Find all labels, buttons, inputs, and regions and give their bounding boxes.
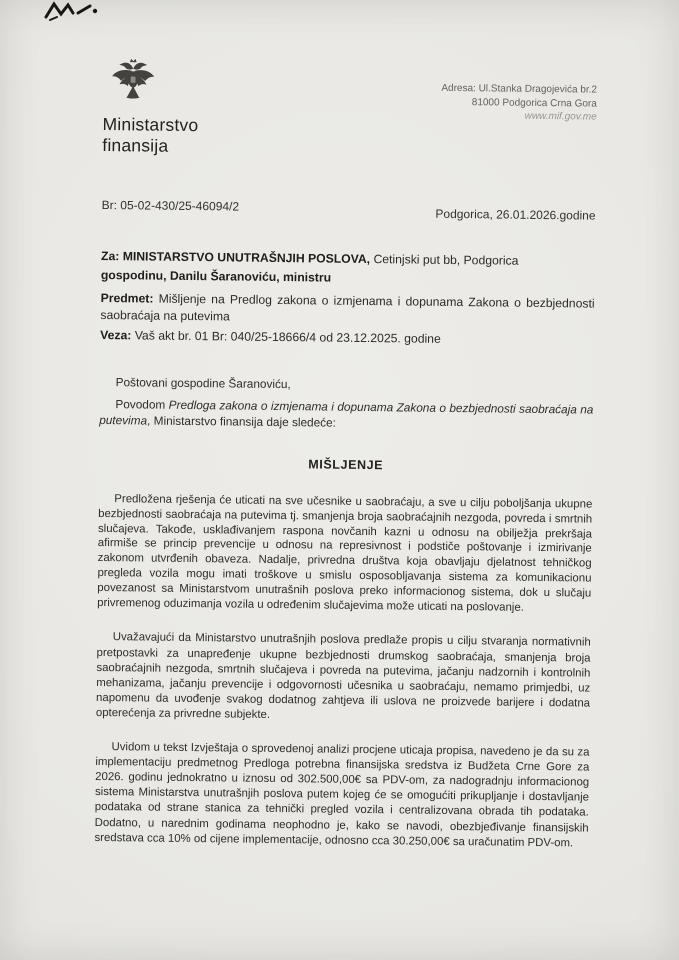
- related-act-label: Veza:: [100, 327, 132, 343]
- ministry-name-line2: finansija: [102, 134, 169, 156]
- reference-row: [102, 198, 596, 223]
- coat-of-arms-eagle-icon: [109, 56, 158, 109]
- related-act-line: [100, 326, 594, 351]
- subject-line: [100, 290, 594, 329]
- letter-content: [94, 0, 598, 852]
- intro-start: Povodom: [115, 397, 169, 412]
- address-line1: Adresa: Ul.Stanka Dragojevića br.2: [441, 82, 598, 96]
- opinion-paragraph-2: Uvažavajući da Ministarstvo unutrašnjih poslova predlaže propis u cilju stvaranja normativnih pretpostavki za unapređenje ukupne bezbjednosti drumskog saobraćaja, smanjenja broja saobraćajnih nezgoda, smrtnih slučajeva i povreda na putevima, jačanju nadzornih i kontrolnih mehanizama, jačanju prevencije i odgovornosti učesnika u saobraćaju, nemamo primjedbi, uz napomenu da uvođenje svakog dodatnog zahtjeva ili uslova ne proizvede barijere i dodatna opterećenja za privredne subjekte.: [95, 631, 591, 722]
- ministry-address-block: [441, 60, 597, 124]
- document-reference-number: Br: 05-02-430/25-46094/2: [101, 197, 240, 214]
- subject-text: Mišljenje na Predlog zakona o izmjenama i dopunama Zakona o bezbjednosti saobraćaja na putevima: [100, 291, 595, 323]
- letterhead: [102, 0, 598, 162]
- recipient-block: [100, 247, 595, 351]
- intro-law-title: Predloga zakona o izmjenama i dopunama Zakona o bezbjednosti saobraćaja na putevima: [99, 397, 594, 428]
- related-act-text: Vaš akt br. 01 Br: 040/25-18666/4 od 23.12.2025. godine: [131, 328, 441, 346]
- opinion-paragraph-1: Predložena rješenja će uticati na sve učesnike u saobraćaju, a sve u cilju poboljšanja ukupne bezbjednosti saobraćaja na putevima tj. smanjenja broja saobraćajnih nezgoda, povreda i smrtnih slučajeva. Takođe, usklađivanjem raspona novčanih kazni u odnosu na obilježja prekršaja afirmiše se princip prevencije u odnosu na represivnost i podstiče poštovanje i izmirivanje zakonom utvrđenih obaveza. Nadalje, privredna društva koja obavljaju djelatnost tehničkog pregleda vozila mogu imati troškove u smislu osposobljavanja sistema za komunikacionu povezanost sa Ministarstvom unutrašnih poslova preko informacionog sistema, dok u slučaju privremenog oduzimanja vozila u određenim slučajevima može uticati na poslovanje.: [97, 493, 593, 614]
- subject-label: Predmet:: [100, 290, 154, 306]
- recipient-person: gospodinu, Danilu Šaranoviću, ministru: [100, 267, 332, 285]
- opinion-paragraph-3: Uvidom u tekst Izvještaja o sprovedenoj analizi procjene uticaja propisa, navedeno je da su za implementaciju predmetnog Predloga potrebna finansijska sredstva iz Budžeta Crne Gore za 2026. godinu jednokratno u iznosu od 302.500,00€ sa PDV-om, za nadogradnju informacionog sistema Ministarstva unutrašnjih poslova putem kojeg će se omogućiti prikupljanje i dostavljanje podataka od strane stanica za tehnički pregled vozila i centralizovana obrada tih podataka. Dodatno, u narednim godinama neophodno je, kako se navodi, obezbjeđivanje finansijskih sredstava cca 10% od cijene implementacije, odnosno cca 30.250,00€ sa uračunatim PDV-om.: [94, 740, 590, 850]
- recipient-org-address: Cetinjski put bb, Podgorica: [370, 252, 519, 268]
- place-and-date: Podgorica, 26.01.2026.godine: [435, 206, 596, 223]
- recipient-org: Za: MINISTARSTVO UNUTRAŠNJIH POSLOVA,: [101, 248, 371, 267]
- ministry-website: www.mif.gov.me: [524, 110, 597, 123]
- ministry-name: [102, 114, 198, 157]
- intro-end: , Ministarstvo finansija daje sledeće:: [147, 413, 337, 430]
- ministry-name-line1: Ministarstvo: [102, 113, 199, 136]
- intro-paragraph: [99, 396, 593, 434]
- address-line2: 81000 Podgorica Crna Gora: [471, 96, 597, 110]
- ministry-brand: [102, 56, 199, 157]
- salutation: Poštovani gospodine Šaranoviću,: [115, 375, 291, 392]
- opinion-heading: MIŠLJENJE: [308, 457, 384, 473]
